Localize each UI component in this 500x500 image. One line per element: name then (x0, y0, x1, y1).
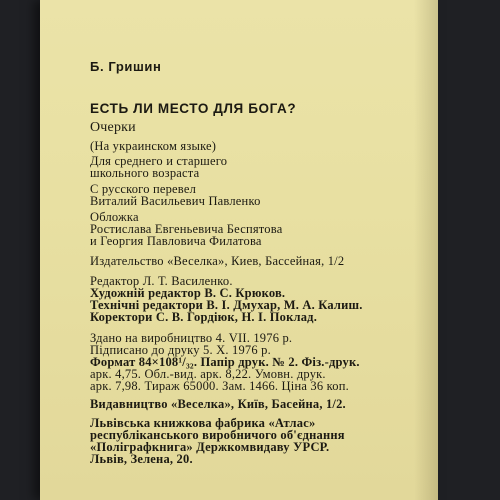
book-title: ЕСТЬ ЛИ МЕСТО ДЛЯ БОГА? (90, 101, 297, 116)
print-submitted: Здано на виробництво 4. VII. 1976 р. (90, 331, 293, 345)
print-sheets: арк. 4,75. Обл.-вид. арк. 8,22. Умовн. друк. (90, 367, 326, 381)
cover-artist-1: Ростислава Евгеньевича Беспятова (90, 222, 283, 236)
credit-proofreaders: Коректори С. В. Гордіюк, Н. І. Поклад. (90, 310, 318, 324)
print-format: Формат 84×108¹/₃₂. Папір друк. № 2. Фіз.-друк. (90, 355, 360, 369)
translator-name: Виталий Васильевич Павленко (90, 194, 261, 208)
publisher-ru: Издательство «Веселка», Киев, Бассейная, 1/2 (90, 254, 345, 268)
printer-address: Львів, Зелена, 20. (90, 452, 193, 466)
audience-line-1: Для среднего и старшего (90, 154, 228, 168)
publisher-ua: Видавництво «Веселка», Київ, Басейна, 1/2. (90, 397, 346, 411)
print-run-price: арк. 7,98. Тираж 65000. Зам. 1466. Ціна 36 коп. (90, 379, 349, 393)
printer-line-3: «Поліграфкнига» Держкомвидаву УРСР. (90, 440, 330, 454)
genre-label: Очерки (90, 120, 136, 135)
printer-line-1: Львівська книжкова фабрика «Атлас» (90, 416, 316, 430)
audience-line-2: школьного возраста (90, 166, 200, 180)
book-page (40, 0, 438, 500)
printer-line-2: республіканського виробничого об'єднання (90, 428, 345, 442)
language-note: (На украинском языке) (90, 139, 217, 153)
cover-label: Обложка (90, 210, 139, 224)
credit-art-editor: Художній редактор В. С. Крюков. (90, 286, 286, 300)
credit-tech-editors: Технічні редактори В. І. Дмухар, М. А. Калиш. (90, 298, 363, 312)
credit-editor: Редактор Л. Т. Василенко. (90, 274, 233, 288)
author-name: Б. Гришин (90, 59, 162, 74)
cover-artist-2: и Георгия Павловича Филатова (90, 234, 262, 248)
translation-line-1: С русского перевел (90, 182, 197, 196)
print-signed: Підписано до друку 5. X. 1976 р. (90, 343, 271, 357)
